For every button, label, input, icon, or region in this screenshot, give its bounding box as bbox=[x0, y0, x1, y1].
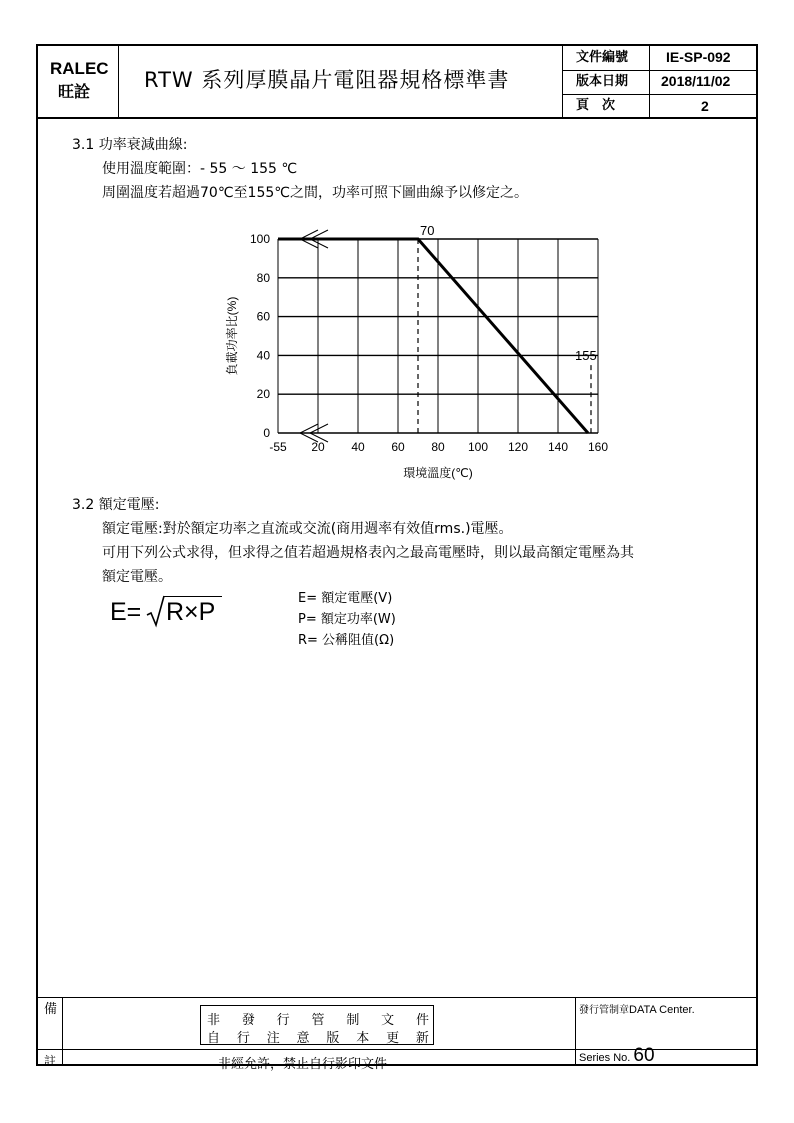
section-3-2-line-1: 額定電壓:對於額定功率之直流或交流(商用週率有效值rms.)電壓。 bbox=[102, 521, 513, 537]
issuer-prefix: 發行管制章 bbox=[579, 1005, 629, 1016]
header-col-1 bbox=[118, 44, 119, 118]
footer-bei: 備 bbox=[44, 1002, 58, 1017]
stamp-row-1-char: 非 bbox=[207, 1013, 221, 1028]
x-tick-label: 80 bbox=[431, 440, 445, 454]
section-3-2-line-2: 可用下列公式求得，但求得之值若超過規格表內之最高電壓時，則以最高額定電壓為其 bbox=[102, 545, 634, 561]
field-value-doc-no: IE-SP-092 bbox=[666, 49, 731, 65]
issuer-name: DATA Center. bbox=[629, 1004, 695, 1016]
x-tick-label: 120 bbox=[507, 440, 529, 454]
document-title: RTW 系列厚膜晶片電阻器規格標準書 bbox=[144, 68, 510, 92]
stamp-row-2-char: 更 bbox=[386, 1031, 400, 1046]
stamp-row-2-char: 版 bbox=[326, 1031, 340, 1046]
stamp-row-1-char: 行 bbox=[276, 1013, 290, 1028]
section-3-1-line-2: 周圍溫度若超過70℃至155℃之間，功率可照下圖曲線予以修定之。 bbox=[102, 185, 528, 201]
header-row-1 bbox=[562, 70, 758, 71]
section-3-1-line-1: 使用溫度範圍：- 55 ～ 155 ℃ bbox=[102, 161, 298, 177]
square-root-sign bbox=[146, 594, 166, 628]
stamp-row-1-char: 文 bbox=[381, 1013, 395, 1028]
derating-chart-svg bbox=[200, 215, 620, 495]
footer-top-line bbox=[36, 997, 758, 998]
stamp-row-2-char: 意 bbox=[296, 1031, 310, 1046]
section-3-2-line-3: 額定電壓。 bbox=[102, 569, 172, 585]
derating-chart bbox=[200, 215, 620, 495]
control-stamp bbox=[200, 1005, 434, 1045]
stamp-row-2 bbox=[207, 1027, 429, 1044]
field-label-page: 頁 次 bbox=[576, 98, 616, 113]
section-3-1-heading: 3.1 功率衰減曲線: bbox=[72, 137, 188, 153]
field-label-doc-no: 文件編號 bbox=[576, 50, 629, 65]
x-tick-label: 100 bbox=[467, 440, 489, 454]
field-value-date: 2018/11/02 bbox=[661, 73, 731, 89]
y-tick-label: 20 bbox=[256, 387, 270, 402]
stamp-row-1-char: 制 bbox=[346, 1013, 360, 1028]
radical-bar bbox=[164, 596, 222, 597]
issuer-line bbox=[579, 1004, 695, 1016]
x-tick-label: -55 bbox=[269, 440, 287, 454]
section-3-2-heading: 3.2 額定電壓: bbox=[72, 497, 160, 513]
x-tick-label: 40 bbox=[351, 440, 365, 454]
x-axis-label: 環境溫度(℃) bbox=[403, 466, 473, 480]
annotation-155: 155 bbox=[575, 348, 597, 364]
stamp-row-1-char: 發 bbox=[241, 1013, 255, 1028]
stamp-row-2-char: 行 bbox=[236, 1031, 250, 1046]
derating-curve bbox=[278, 239, 588, 433]
y-tick-label: 60 bbox=[256, 309, 270, 324]
y-axis-label: 負載功率比(%) bbox=[225, 296, 239, 376]
formula-lhs: E= bbox=[110, 598, 142, 626]
field-label-date: 版本日期 bbox=[576, 74, 629, 89]
company-name-en: RALEC bbox=[50, 59, 109, 78]
series-number: 60 bbox=[633, 1045, 655, 1066]
footer-zhu: 註 bbox=[44, 1054, 57, 1068]
x-tick-label: 160 bbox=[587, 440, 609, 454]
x-tick-label: 20 bbox=[311, 440, 325, 454]
stamp-row-2-char: 新 bbox=[415, 1031, 429, 1046]
field-value-page: 2 bbox=[701, 98, 709, 114]
stamp-row-1 bbox=[207, 1009, 429, 1026]
footer-notice: 非經允許，禁止自行影印文件 bbox=[218, 1057, 388, 1072]
stamp-row-1-char: 管 bbox=[311, 1013, 325, 1028]
header-col-3 bbox=[649, 44, 650, 118]
series-line bbox=[579, 1046, 655, 1065]
stamp-row-2-char: 注 bbox=[266, 1031, 280, 1046]
header-col-2 bbox=[562, 44, 563, 118]
y-tick-label: 0 bbox=[263, 426, 270, 440]
definition-r: R= 公稱阻值(Ω) bbox=[298, 633, 395, 648]
header-row-2 bbox=[562, 94, 758, 95]
definition-p: P= 額定功率(W) bbox=[298, 612, 396, 627]
footer-col-2 bbox=[575, 997, 576, 1065]
formula-rhs: R×P bbox=[166, 598, 216, 626]
stamp-row-2-char: 自 bbox=[207, 1031, 221, 1046]
annotation-70: 70 bbox=[420, 223, 435, 238]
company-name-zh: 旺詮 bbox=[58, 82, 91, 101]
stamp-row-1-char: 件 bbox=[415, 1013, 429, 1028]
definition-e: E= 額定電壓(V) bbox=[298, 591, 393, 606]
y-tick-label: 100 bbox=[249, 232, 270, 246]
footer-col-1 bbox=[62, 997, 63, 1065]
x-tick-label: 140 bbox=[547, 440, 569, 454]
series-label: Series No. bbox=[579, 1052, 631, 1064]
stamp-row-2-char: 本 bbox=[356, 1031, 370, 1046]
y-tick-label: 40 bbox=[256, 348, 270, 363]
x-tick-label: 60 bbox=[391, 440, 405, 454]
y-tick-label: 80 bbox=[256, 270, 270, 285]
